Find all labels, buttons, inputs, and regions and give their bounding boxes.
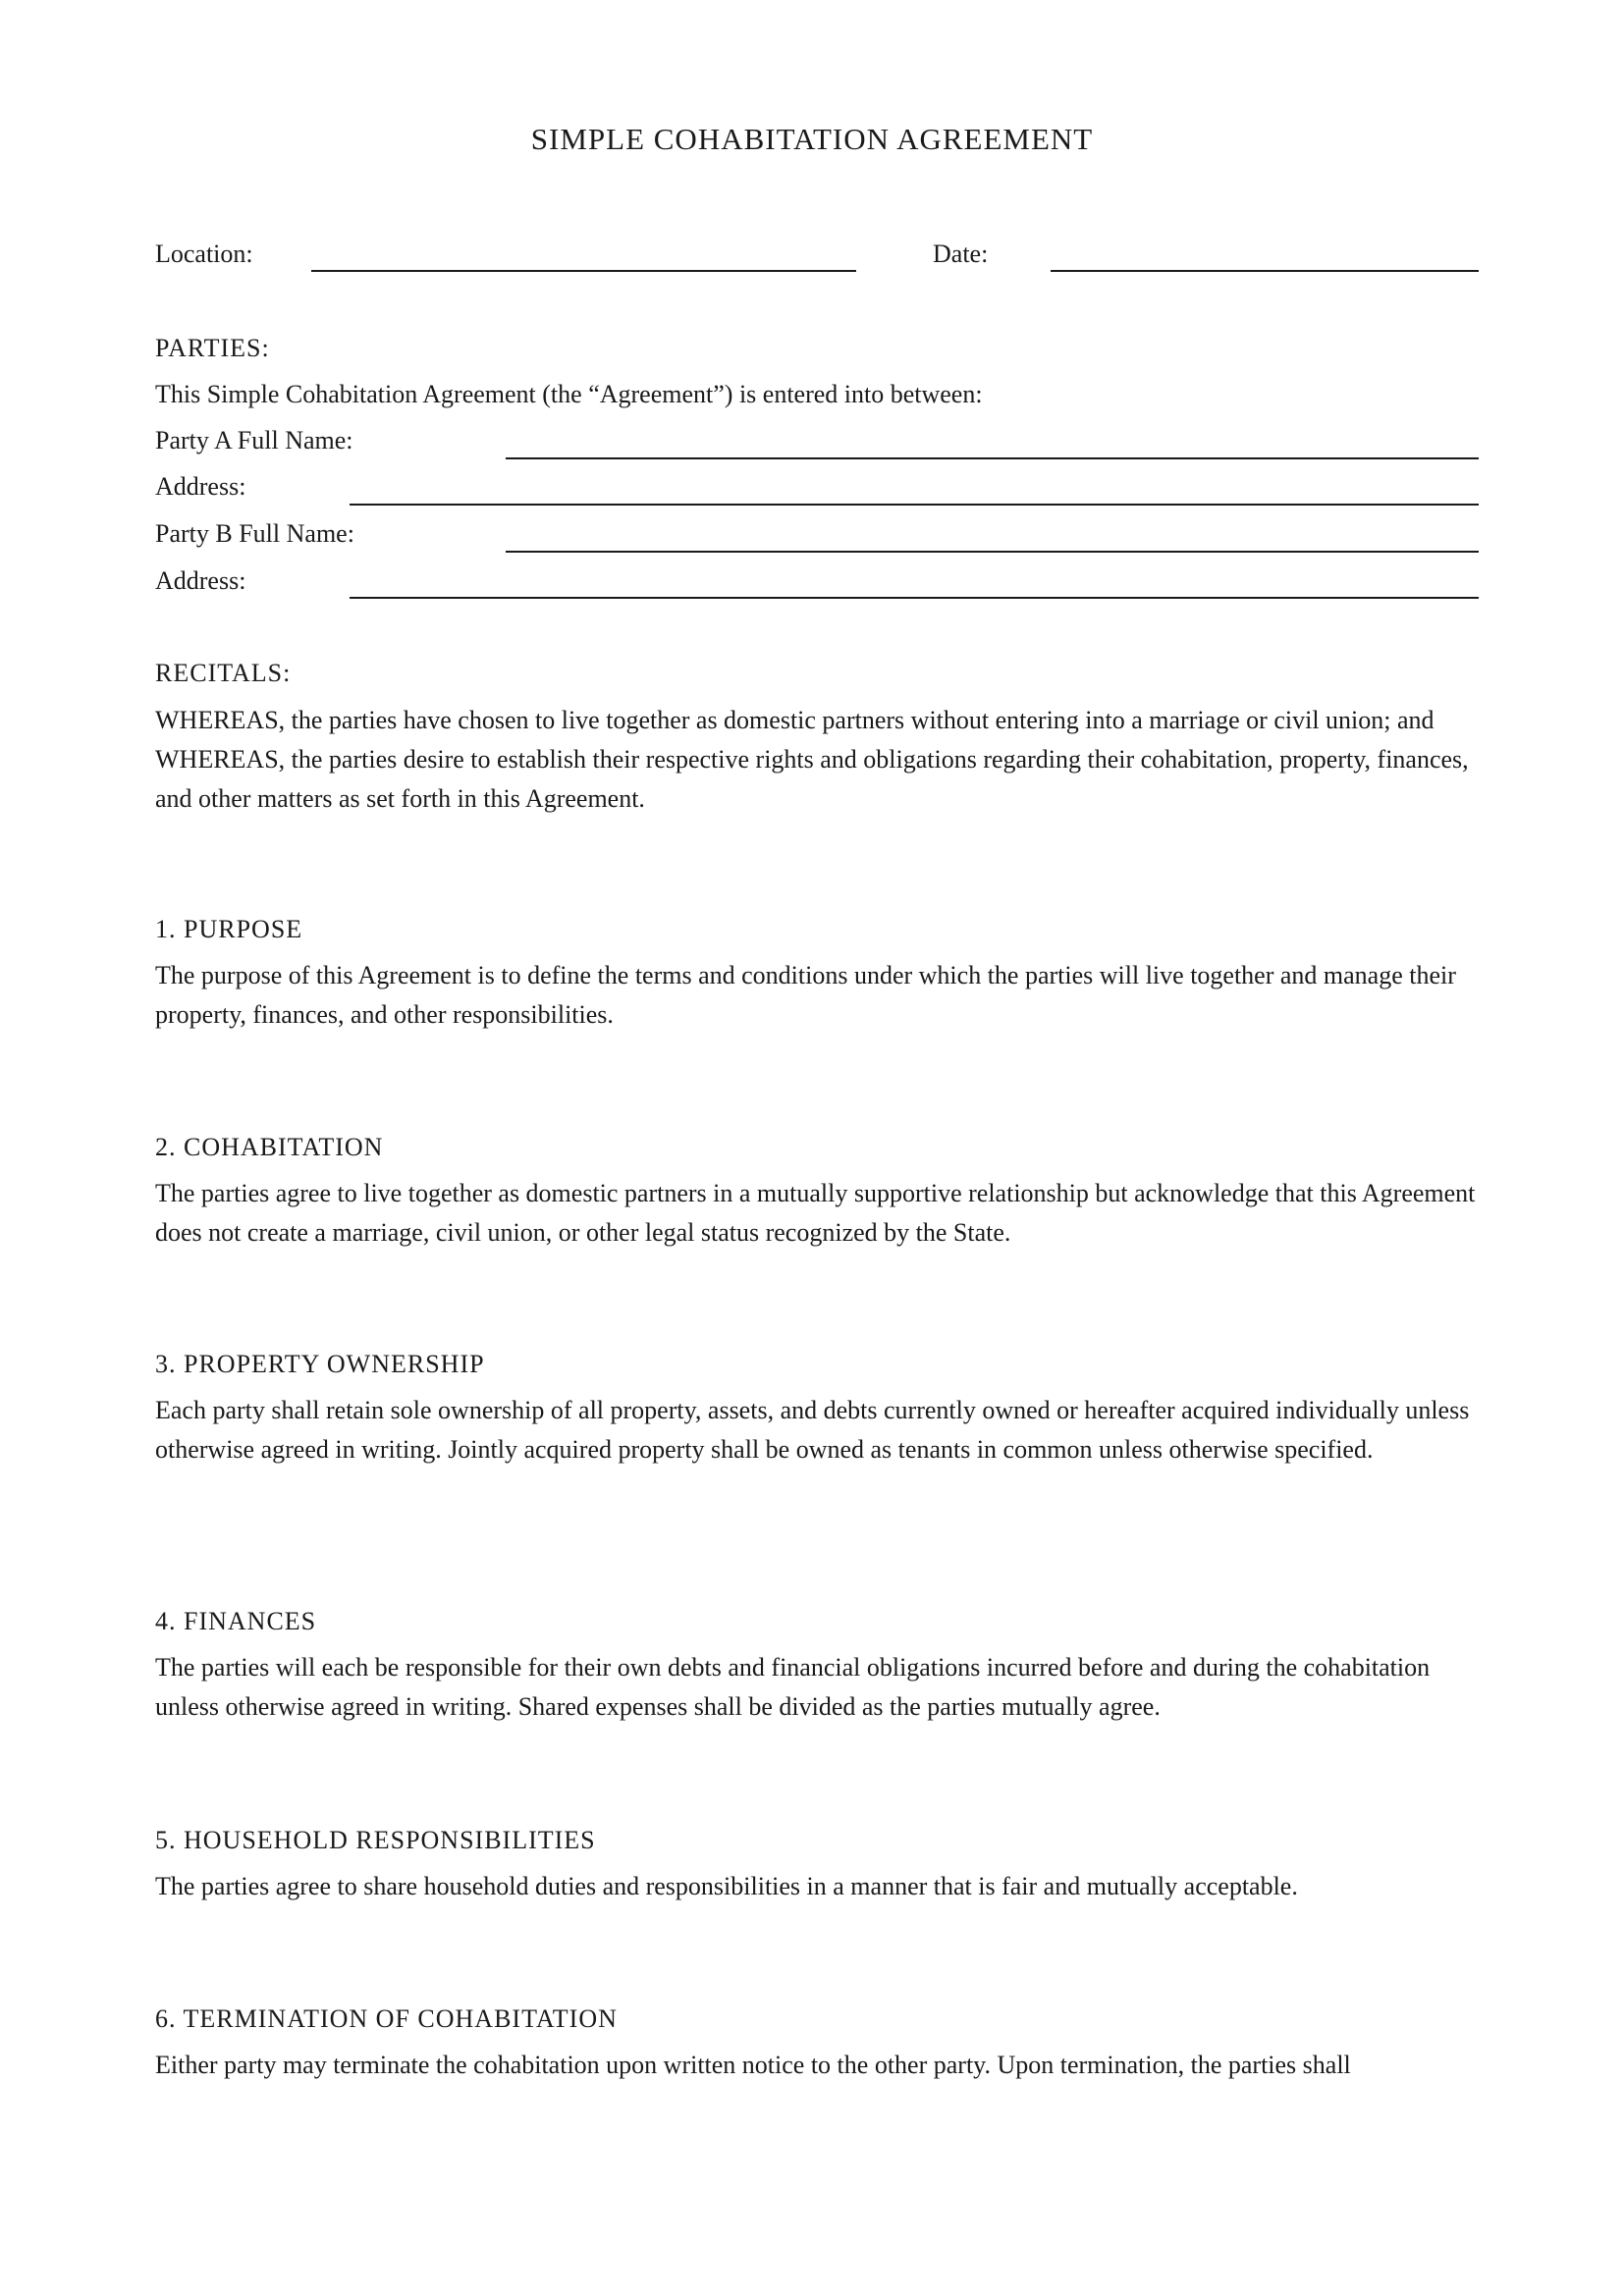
party-a-name-field[interactable]	[506, 457, 1479, 459]
party-b-address-field[interactable]	[350, 597, 1479, 599]
location-label: Location:	[155, 240, 253, 268]
section-heading: 2. COHABITATION	[155, 1133, 384, 1161]
party-b-address-label: Address:	[155, 566, 246, 595]
date-label: Date:	[933, 240, 989, 268]
party-a-address-field[interactable]	[350, 504, 1479, 506]
parties-heading: PARTIES:	[155, 334, 270, 362]
party-a-name-label: Party A Full Name:	[155, 426, 353, 454]
section-heading: 4. FINANCES	[155, 1607, 317, 1635]
section-text: Each party shall retain sole ownership of all property, assets, and debts currently owned or hereafter acquired individually unless otherwise agreed in writing. Jointly acquired property shall be owned as tenants in common unless otherwise specified.	[155, 1396, 1470, 1464]
location-field[interactable]	[311, 270, 856, 272]
party-a-address-label: Address:	[155, 472, 246, 501]
party-b-name-field[interactable]	[506, 551, 1479, 553]
date-field[interactable]	[1051, 270, 1479, 272]
recitals-text: WHEREAS, the parties have chosen to live together as domestic partners without entering into a marriage or civil union; and WHEREAS, the parties desire to establish their respective rights and obligations regarding their cohabitation, property, finances, and other matters as set forth in this Agreement.	[155, 706, 1469, 813]
party-b-name-label: Party B Full Name:	[155, 519, 354, 548]
section-heading: 5. HOUSEHOLD RESPONSIBILITIES	[155, 1826, 596, 1854]
section-text: The parties will each be responsible for their own debts and financial obligations incurred before and during the cohabitation unless otherwise agreed in writing. Shared expenses shall be divided as the parties mutually agree.	[155, 1653, 1431, 1721]
section-heading: 1. PURPOSE	[155, 915, 303, 943]
section-heading: 3. PROPERTY OWNERSHIP	[155, 1350, 485, 1378]
document-title: SIMPLE COHABITATION AGREEMENT	[530, 122, 1094, 156]
section-text: Either party may terminate the cohabitation upon written notice to the other party. Upon termination, the parties shall	[155, 2051, 1351, 2079]
section-text: The purpose of this Agreement is to define the terms and conditions under which the parties will live together and manage their property, finances, and other responsibilities.	[155, 961, 1456, 1029]
section-text: The parties agree to live together as domestic partners in a mutually supportive relationship but acknowledge that this Agreement does not create a marriage, civil union, or other legal status recognized by the State.	[155, 1179, 1476, 1247]
section-heading: 6. TERMINATION OF COHABITATION	[155, 2004, 618, 2033]
parties-intro: This Simple Cohabitation Agreement (the “Agreement”) is entered into between:	[155, 380, 983, 408]
recitals-heading: RECITALS:	[155, 659, 292, 687]
section-text: The parties agree to share household duties and responsibilities in a manner that is fair and mutually acceptable.	[155, 1872, 1298, 1900]
